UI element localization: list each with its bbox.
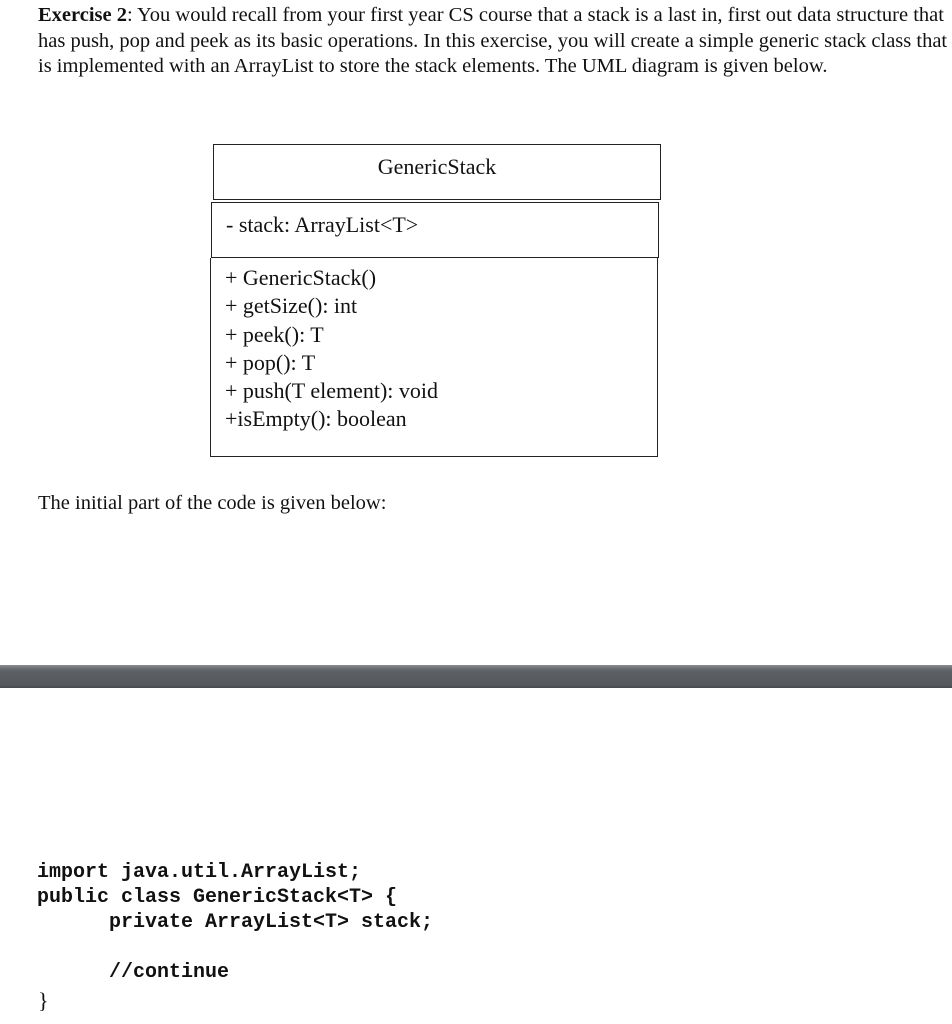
code-block [37, 860, 433, 985]
uml-operation: + push(T element): void [225, 378, 439, 404]
uml-class-diagram [211, 144, 659, 457]
code-line-class-decl: public class GenericStack<T> { [37, 886, 398, 909]
uml-operation: + peek(): T [225, 321, 324, 347]
uml-class-name: GenericStack [213, 144, 661, 200]
code-line-comment: //continue [109, 961, 230, 984]
uml-operation: + GenericStack() [225, 265, 377, 290]
code-caption: The initial part of the code is given below: [38, 492, 387, 514]
code-closing-brace: } [38, 988, 49, 1013]
page-divider-bar [0, 665, 952, 688]
uml-operations [210, 258, 658, 457]
exercise-description [38, 3, 948, 80]
uml-operation: +isEmpty(): boolean [225, 406, 407, 432]
code-line-field: private ArrayList<T> stack; [109, 911, 434, 934]
uml-attribute: - stack: ArrayList<T> [211, 202, 659, 258]
exercise-text: : You would recall from your first year CS course that a stack is a last in, first out data structure that has push, pop and peek as its basic operations. In this exercise, you will create a simple generic stack class that is implemented with an ArrayList to store the stack elements. The UML diagram is given below. [38, 4, 948, 77]
exercise-label: Exercise 2 [38, 4, 127, 26]
uml-operation: + getSize(): int [225, 293, 358, 319]
code-line-import: import java.util.ArrayList; [37, 861, 362, 884]
uml-operation: + pop(): T [225, 349, 316, 375]
